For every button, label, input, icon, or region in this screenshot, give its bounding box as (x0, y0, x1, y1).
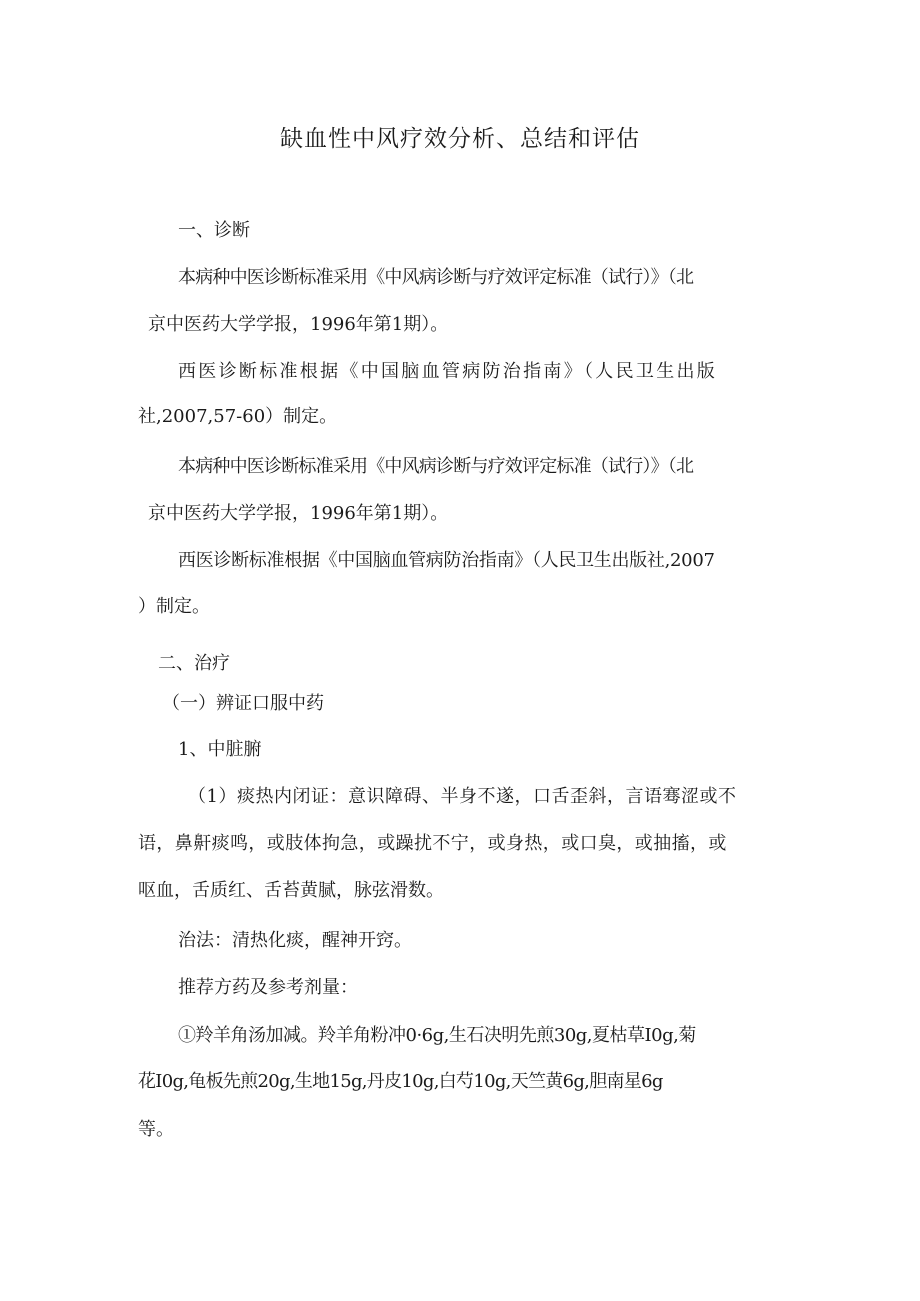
paragraph-line: 语，鼻鼾痰鸣，或肢体拘急，或躁扰不宁，或身热，或口臭，或抽搐，或 (138, 833, 727, 854)
paragraph-line: 西医诊断标准根据《中国脑血管病防治指南》（人民卫生出版社,2007 (178, 550, 715, 571)
document-title: 缺血性中风疗效分析、总结和评估 (280, 126, 640, 152)
paragraph-line: （1）痰热内闭证：意识障碍、半身不遂，口舌歪斜，言语骞涩或不 (188, 786, 737, 807)
section-heading: 一、诊断 (178, 220, 250, 241)
paragraph-line: 本病种中医诊断标准采用《中风病诊断与疗效评定标准（试行）》（北 (178, 267, 694, 288)
paragraph-line: ）制定。 (138, 596, 210, 617)
paragraph-line: 京中医药大学学报，1996年第1期）。 (148, 503, 449, 524)
paragraph-line: 推荐方药及参考剂量： (178, 977, 358, 998)
paragraph-line: 治法：清热化痰，醒神开窍。 (178, 930, 412, 951)
paragraph-line: ①羚羊角汤加减。羚羊角粉冲0·6g,生石决明先煎30g,夏枯草I0g,菊 (178, 1025, 696, 1046)
paragraph-line: 本病种中医诊断标准采用《中风病诊断与疗效评定标准（试行）》（北 (178, 456, 694, 477)
subsection-heading: （一）辨证口服中药 (162, 693, 324, 714)
paragraph-line: 社,2007,57-60）制定。 (138, 406, 338, 427)
paragraph-line: 京中医药大学学报，1996年第1期）。 (148, 314, 449, 335)
subsection-heading: 1、中脏腑 (178, 739, 262, 760)
paragraph-line: 等。 (138, 1119, 174, 1140)
paragraph-line: 花I0g,龟板先煎20g,生地15g,丹皮10g,白芍10g,天竺黄6g,胆南星6g (138, 1071, 663, 1092)
paragraph-line: 呕血，舌质红、舌苔黄腻，脉弦滑数。 (138, 880, 444, 901)
paragraph-line: 西医诊断标准根据《中国脑血管病防治指南》（人民卫生出版 (178, 361, 718, 382)
section-heading: 二、治疗 (158, 653, 230, 674)
